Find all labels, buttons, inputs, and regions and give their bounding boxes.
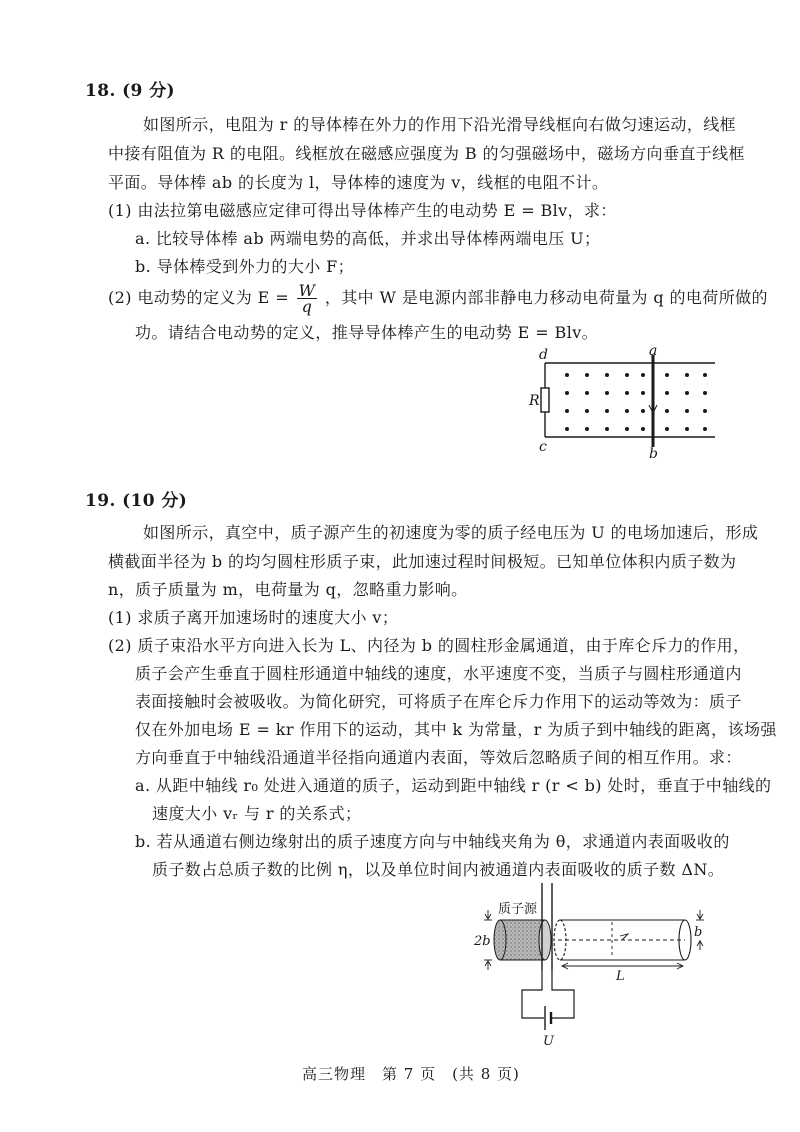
label-2b: 2b [474, 934, 491, 949]
q18-part-2-line-1 [108, 280, 768, 316]
resistor-R [541, 388, 549, 412]
q19-figure [470, 878, 720, 1048]
q18-heading: 18. (9 分) [85, 81, 175, 101]
q19-part-2-line-4: 仅在外加电场 E = kr 作用下的运动，其中 k 为常量，r 为质子到中轴线的距离，该场强 [135, 720, 777, 739]
q18-part-1: (1) 由法拉第电磁感应定律可得出导体棒产生的电动势 E = Blv，求： [108, 201, 617, 220]
magnetic-field-dots [565, 373, 707, 431]
q18-part-1b: b. 导体棒受到外力的大小 F； [135, 257, 355, 276]
q19-part-2-line-3: 表面接触时会被吸收。为简化研究，可将质子在库仑斥力作用下的运动等效为：质子 [135, 692, 742, 711]
q19-stem-line-2: 横截面半径为 b 的均匀圆柱形质子束，此加速过程时间极短。已知单位体积内质子数为 [108, 552, 737, 571]
emf-fraction-numerator: W [298, 281, 316, 300]
q19-part-2-line-1: (2) 质子束沿水平方向进入长为 L、内径为 b 的圆柱形金属通道，由于库仑斥力的作用， [108, 636, 750, 655]
q19-stem-line-1: 如图所示，真空中，质子源产生的初速度为零的质子经电压为 U 的电场加速后，形成 [143, 523, 759, 542]
label-a: a [649, 345, 658, 359]
label-b: b [694, 925, 703, 940]
q19-part-1: (1) 求质子离开加速场时的速度大小 v； [108, 608, 399, 627]
q19-part-2-line-5: 方向垂直于中轴线沿通道半径指向通道内表面，等效后忽略质子间的相互作用。求： [135, 748, 742, 767]
battery-circuit [522, 970, 574, 1018]
q18-stem-line-3: 平面。导体棒 ab 的长度为 l，导体棒的速度为 v，线框的电阻不计。 [108, 173, 609, 192]
q19-heading: 19. (10 分) [85, 491, 188, 511]
label-U: U [543, 1034, 554, 1048]
label-L: L [616, 969, 625, 984]
q19-part-2-line-2: 质子会产生垂直于圆柱形通道中轴线的速度，水平速度不变，当质子与圆柱形通道内 [135, 664, 742, 683]
q19-part-2a-line-2: 速度大小 vᵣ 与 r 的关系式； [152, 804, 362, 823]
q18-part-2-line-2: 功。请结合电动势的定义，推导导体棒产生的电动势 E = Blv。 [135, 323, 599, 342]
label-R: R [529, 393, 540, 409]
radial-field-arrow [620, 934, 628, 940]
q18-stem-line-2: 中接有阻值为 R 的电阻。线框放在磁感应强度为 B 的匀强磁场中，磁场方向垂直于线框 [108, 144, 745, 163]
q18-part-2-prefix: (2) 电动势的定义为 E = [108, 288, 290, 307]
q19-part-2a-line-1: a. 从距中轴线 r₀ 处进入通道的质子，运动到距中轴线 r (r < b) 处时，垂直于中轴线的 [135, 776, 772, 795]
q18-figure [525, 345, 725, 460]
q19-part-2b-line-1: b. 若从通道右侧边缘射出的质子速度方向与中轴线夹角为 θ，求通道内表面吸收的 [135, 832, 730, 851]
q19-stem-line-3: n，质子质量为 m，电荷量为 q，忽略重力影响。 [108, 580, 468, 599]
q18-part-2-suffix: ，其中 W 是电源内部非静电力移动电荷量为 q 的电荷所做的 [324, 288, 768, 307]
label-c: c [539, 439, 547, 455]
label-proton-source: 质子源 [498, 902, 538, 917]
label-b: b [649, 446, 658, 460]
emf-fraction [297, 283, 318, 314]
q18-stem-line-1: 如图所示，电阻为 r 的导体棒在外力的作用下沿光滑导线框向右做匀速运动，线框 [143, 115, 737, 134]
label-d: d [539, 347, 548, 363]
page-footer: 高三物理 第 7 页 (共 8 页) [302, 1065, 520, 1083]
q18-part-1a: a. 比较导体棒 ab 两端电势的高低，并求出导体棒两端电压 U； [135, 229, 601, 248]
q19-part-2b-line-2: 质子数占总质子数的比例 η，以及单位时间内被通道内表面吸收的质子数 ΔN。 [152, 860, 725, 879]
emf-fraction-denominator: q [301, 297, 313, 316]
